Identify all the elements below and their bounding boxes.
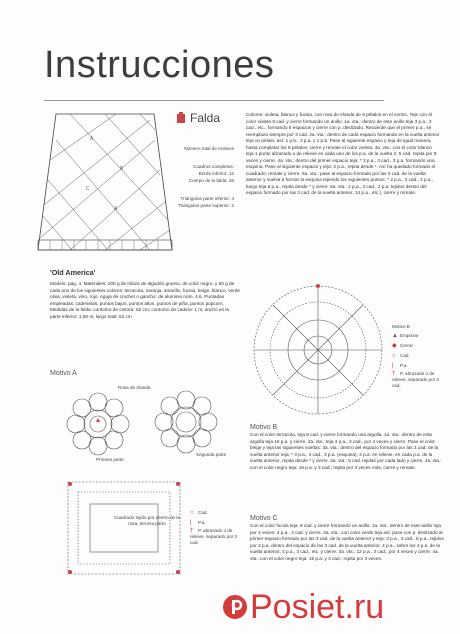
motivo-b-diagram: [248, 280, 388, 420]
title-divider: [44, 100, 384, 101]
legend-b-item: ○ Cad.: [392, 353, 410, 359]
motivo-c-paragraph: Con el color fucsia teja: 8 cad. y cierre formando un anillo. 1a. vta.: dentro de este anillo teja por 4 veces: 4 p.a., 3 cad. y cierre. 2a. vta.: con color verde teja así: pase con p. deslizado al primer espacio formado por las 3 cad. de la vuelta anterior y teja: 3 p.a., 3 cad., 8 p.a., tejidos por 2 p.a. dentro del espacio de las 3 cad. de la vuelta anterior, 4 p.a., sobre los 4 p.a. de la vuelta anterior, 3 p.a., 3 cad., etc. y cierre. 3a. vta.: 12 p.a., 3 cad., por 4 veces y cierre. 4a. vta.: con el color negro teja: 16 p.a. y 3 cad.; repita por 3 veces.: [250, 523, 444, 561]
skirt-label-tri-sup: Triángulos parte superior: 2: [177, 203, 234, 208]
legend-sq-item: | P.a.: [190, 520, 206, 526]
skirt-label-cuadros: Cuadros completos:: [193, 164, 234, 169]
relief-icon: †: [190, 528, 194, 534]
chain-icon: ○: [190, 510, 194, 516]
legend-b-item: ▲ Empezar: [392, 333, 419, 339]
page-title: Instrucciones: [44, 44, 275, 86]
svg-text:A: A: [114, 206, 118, 212]
motivo-b-heading: Motivo B: [250, 424, 278, 431]
legend-b-item: | P.a.: [392, 363, 408, 369]
flower-diagram-2: [150, 390, 222, 456]
start-icon: ▲: [392, 333, 398, 339]
legend-motivo-b: [392, 322, 452, 389]
flower-diagram-1: [62, 392, 134, 458]
model-name: 'Old America': [50, 268, 96, 277]
pin-icon: [222, 594, 248, 620]
legend-sq-item: † P. abrazado o de relieve, separado por 3 cad.: [190, 528, 237, 545]
chain-icon: ○: [392, 353, 396, 359]
stitch-icon: |: [392, 363, 394, 369]
skirt-label-cuerpo: Cuerpo de la falda: 28: [188, 178, 234, 183]
motivo-a-heading: Motivo A: [50, 370, 77, 377]
primera-label: Primera parte: [96, 457, 124, 462]
segunda-label: Segunda parte: [196, 452, 227, 457]
close-icon: ◆: [392, 343, 397, 349]
svg-text:C: C: [86, 186, 90, 192]
watermark: Posiet.ru: [250, 588, 385, 626]
legend-sq-item: ○ Cad.: [190, 510, 208, 516]
skirt-label-borde: Borde inferior: 12: [198, 171, 234, 176]
svg-text:B: B: [120, 166, 124, 172]
legend-b-item: ◆ Cerrar: [392, 343, 414, 349]
model-paragraph: Modelo: pág. 4. Materiales: 200 g de hilaza de algodón grueso, de color negro, y 50 g de cada uno de los siguientes colores: terracota, naranja, amarillo, fucsia, beige, blanco, verde oliva, violeta, vino, rojo. Aguja de crochet o gancho: de aluminio núm. 4.6. Puntadas empleadas: cadenetas, puntos bajos, puntos altos, puntos de piña, puntos popcorn. Medidas de la falda: contorno de cintura: 62 cm; contorno de cadera: 1 m; ancho en la parte inferior: 1,60 m; largo total: 62 cm: [50, 281, 240, 319]
relief-icon: †: [392, 371, 396, 377]
cuadrado-label: Cuadrado tejido por dentro de la rosa, tercera parte: [114, 515, 180, 526]
legend-b-item: † P. abrazado o de relieve, separado por 3 cad.: [392, 371, 439, 388]
scissors-icon: [176, 112, 186, 124]
skirt-label-total: Número total de motivos: [184, 146, 234, 151]
rosa-label: Rosa de Irlanda: [118, 385, 151, 390]
legend-b-title: Motivo B: [392, 324, 410, 329]
motivo-c-heading: Motivo C: [250, 515, 278, 522]
stitch-icon: |: [190, 520, 192, 526]
legend-square: [190, 508, 240, 546]
square-diagram: [64, 478, 184, 578]
colores-paragraph: Colores: violeta, blanco y fucsia, con rosa de irlanda de 8 pétalos en el centro. Teje con el color violeta 8 cad. y cierre formando un anillo. 1a. vta.: dentro de este anillo teja 3 p.a., 3 cad., etc., formando 8 espacios y cierre con p. deslizado. Recuerde que el primer p.a., se reemplaza siempre por 3 cad. 2a. vta.: dentro de cada espacio formando en la vuelta anterior teja un pétalo, así: 1 p.b., 3 p.a. y 1 p.b. Pase al siguiente espacio y teja de igual manera, hasta completar los 8 pétalos; cierre y remate el color violeta. 3a. vta.: con el color blanco teja 1 punto abrazado o de relieve en cada uno de los p.a. de la vuelta 2, 5 cad. repita por 8 veces y cierre. 4a. vta.: dentro del primer espacio teja: * 3 p.a., 3 cad., 3 p.a. formando una esquina. Pase al siguiente espacio y teja: 3 p.a., repita desde *. Así ha quedado formado el cuadrado; remate y cierre. 5a. vta.: pase al espacio formado por las 3 cad. de la vuelta anterior y vuelva a formar la esquina tejiendo los siguientes puntos: * 2 p.a., 3 cad., 2 p.a., luego teja 8 p.a., repita desde * y cierre. 6a. vta.: 2 p.a., 3 cad., 2 p.a. tejidos dentro del espacio formado por las 3 cad. de la vuelta anterior, 14 p.a., etc.), cierre y remate.: [246, 112, 440, 195]
skirt-diagram: [30, 110, 180, 260]
falda-heading: Falda: [190, 111, 221, 125]
svg-text:A: A: [90, 136, 94, 142]
motivo-b-paragraph: Con el color terracota, teja 8 cad. y cierre formando una argolla. 1a. vta.: dentro de esta argolla teja 16 p.a. y cierre. 2a. vta.: teja 4 p.a., 3 cad., por 4 veces y cierre. Pase el color beige y teja las siguientes vueltas: 3a. vta.: dentro del espacio formado por las 3 cad. de la vuelta anterior teja: * 3 p.a., 3 cad., 3 p.a. (esquina), 3 p.a. en relieve, en cada p.a. de la vuelta anterior, repita desde * y cierre. 4a. vta.: 5 cad. tejidas por cada lado y cierre. 4a. vta.: con el color negro teja: 16 p.a. y 3 cad.; repita por 3 veces más, cierre y remate.: [250, 432, 442, 470]
skirt-label-tri-inf: Triángulos parte inferior: 4: [180, 196, 234, 201]
skirt-grid: [40, 114, 170, 250]
